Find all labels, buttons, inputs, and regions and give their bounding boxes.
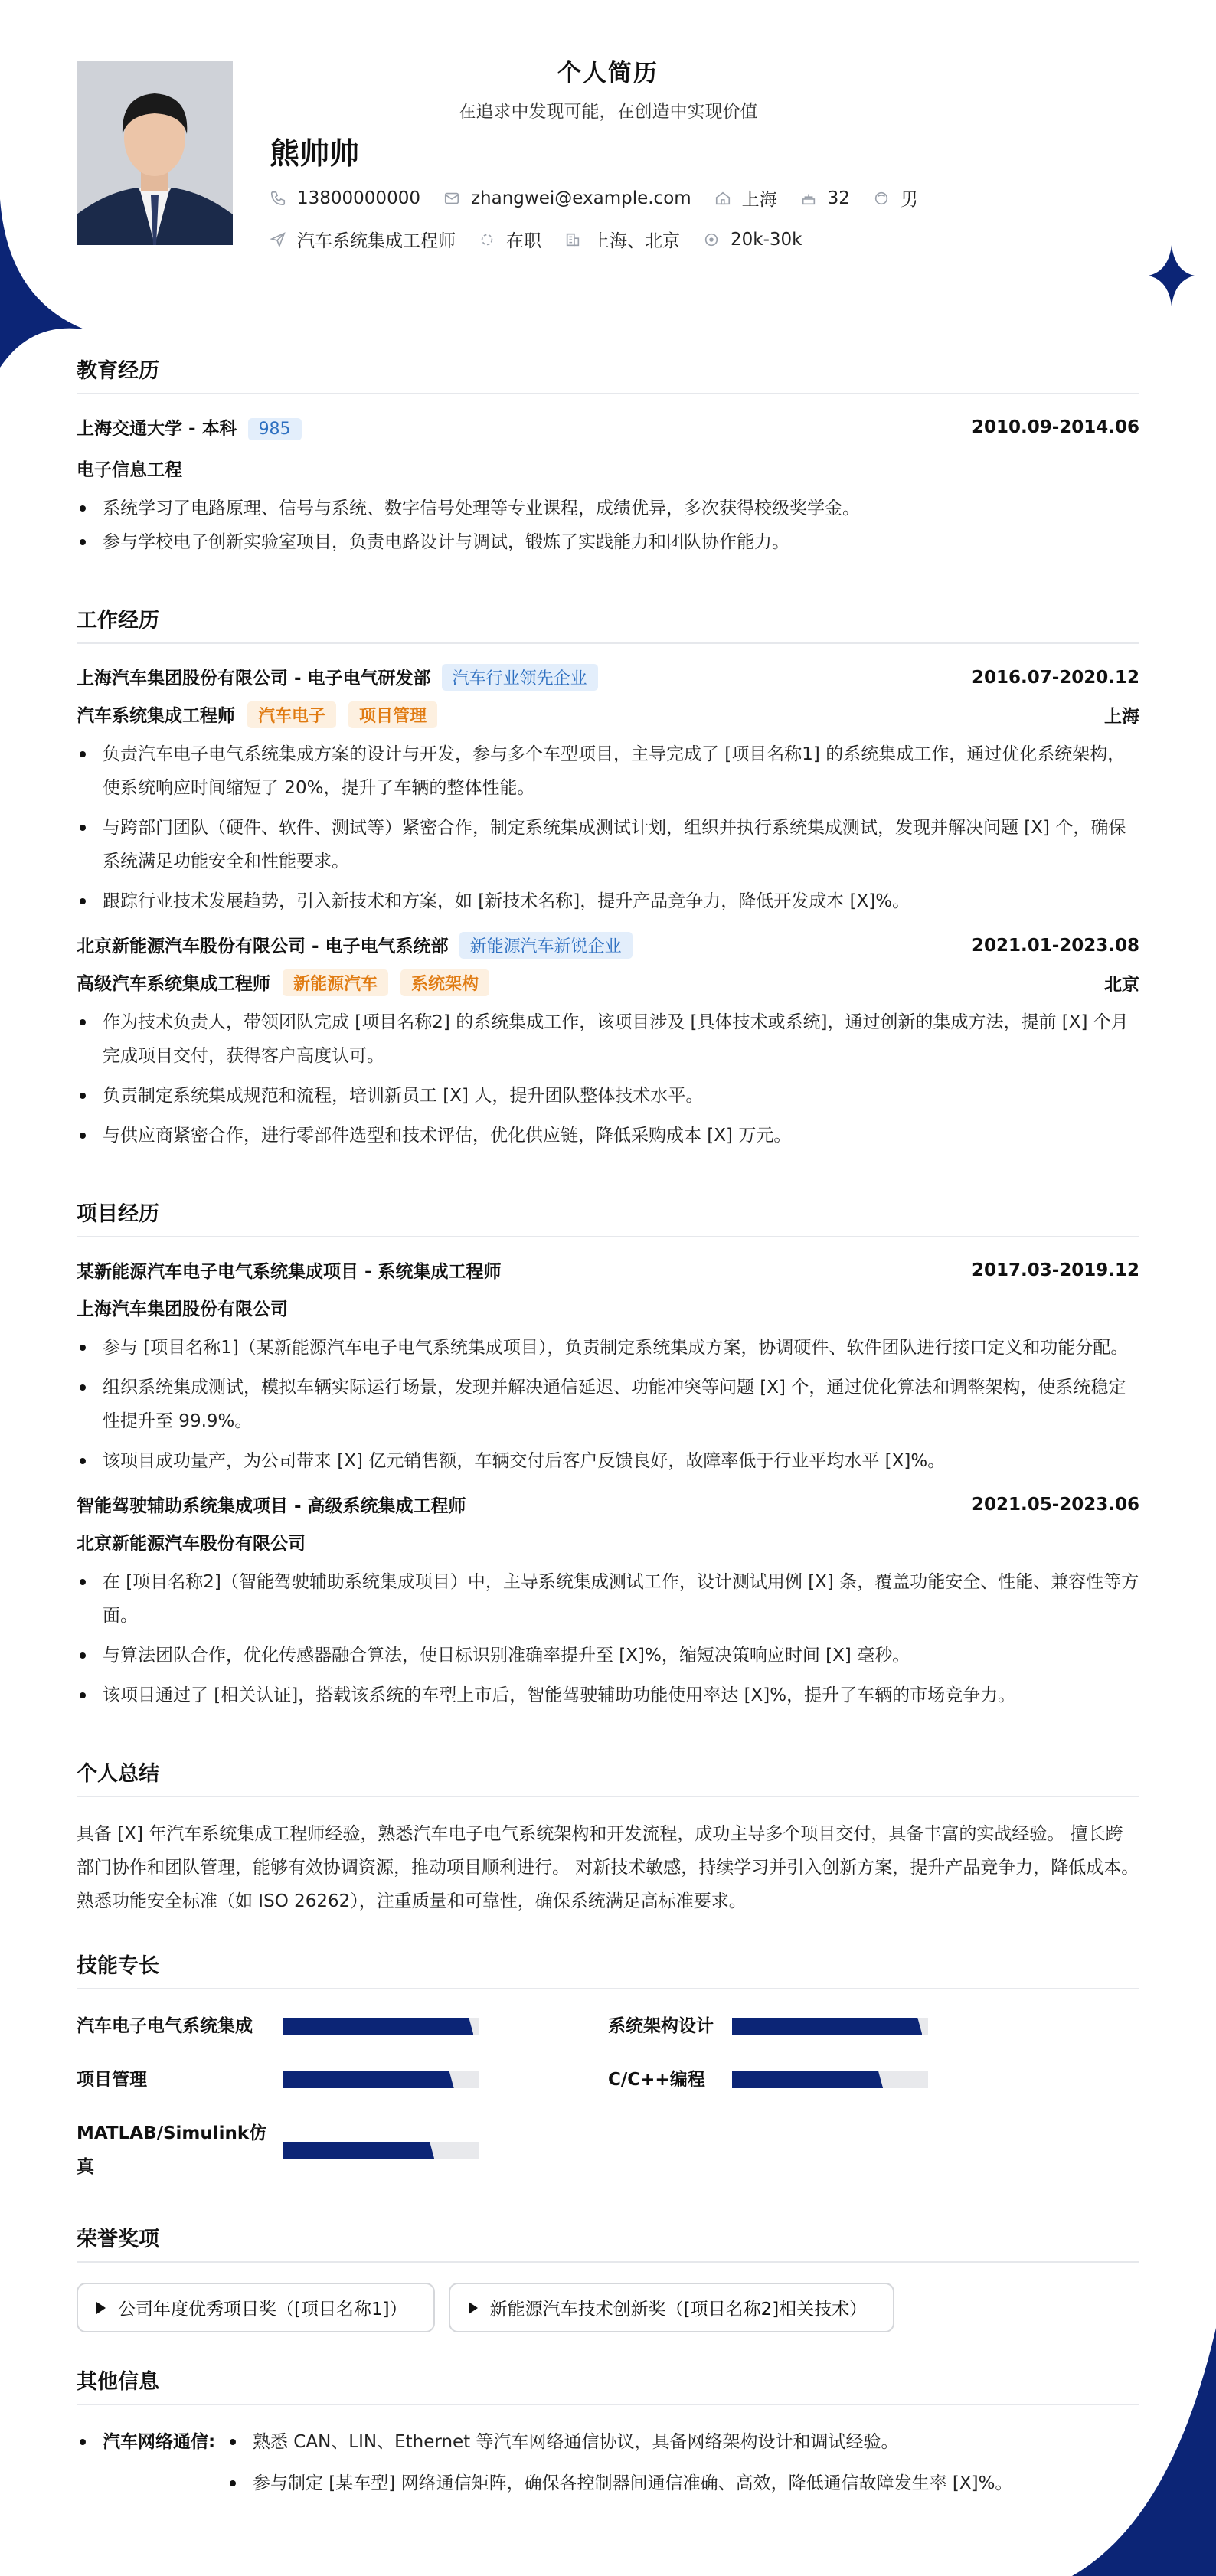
skill-bar <box>283 2142 479 2159</box>
skill-bar-fill <box>283 2142 434 2159</box>
job-company <box>77 664 598 691</box>
job-role <box>77 969 489 996</box>
list-item: 系统学习了电路原理、信号与系统、数字信号处理等专业课程，成绩优异，多次获得校级奖学金。 <box>77 492 1139 525</box>
gender-text: 男 <box>900 190 918 210</box>
project-bullets <box>77 1565 1139 1712</box>
job-date: 2021.01-2023.08 <box>971 935 1139 956</box>
project-date: 2021.05-2023.06 <box>971 1494 1139 1515</box>
building-icon <box>564 231 581 248</box>
resume-subtitle: 在追求中发现可能，在创造中实现价值 <box>458 102 758 122</box>
profile-photo <box>77 61 233 245</box>
home-icon <box>714 190 731 207</box>
award-name: 公司年度优秀项目奖（[项目名称1]） <box>118 2300 407 2319</box>
email-item <box>443 188 691 208</box>
gender-icon <box>873 190 890 207</box>
phone-icon <box>270 190 286 207</box>
school-heading <box>77 414 302 440</box>
job-info-row <box>270 227 825 252</box>
phone-text: 13800000000 <box>297 188 420 208</box>
skill-bar-fill <box>732 2018 922 2035</box>
list-item: 在 [项目名称2]（智能驾驶辅助系统集成项目）中，主导系统集成测试工作，设计测试用例 [X] 条，覆盖功能安全、性能、兼容性等方面。 <box>77 1565 1139 1633</box>
list-item: 参与制定 [某车型] 网络通信矩阵，确保各控制器间通信准确、高效，降低通信故障发生率 [X]%。 <box>227 2466 1139 2500</box>
school-tag: 985 <box>248 418 302 440</box>
candidate-name: 熊帅帅 <box>270 137 360 172</box>
education-title: 教育经历 <box>77 354 1139 394</box>
play-triangle-icon <box>469 2302 478 2314</box>
education-bullets <box>77 492 1139 559</box>
list-item: 参与 [项目名称1]（某新能源汽车电子电气系统集成项目），负责制定系统集成方案，协调硬件、软件团队进行接口定义和功能分配。 <box>77 1331 1139 1365</box>
mail-icon <box>443 190 460 207</box>
skill-item <box>77 2117 608 2184</box>
other-row <box>77 2425 1139 2500</box>
project-name: 智能驾驶辅助系统集成项目 - 高级系统集成工程师 <box>77 1496 466 1516</box>
job-company <box>77 932 633 959</box>
awards-title: 荣誉奖项 <box>77 2222 1139 2263</box>
company-name: 北京新能源汽车股份有限公司 - 电子电气系统部 <box>77 937 449 956</box>
phone-item <box>270 188 420 208</box>
role-name: 汽车系统集成工程师 <box>77 706 235 726</box>
job-location: 北京 <box>1104 975 1139 995</box>
age-icon <box>800 190 817 207</box>
skills-title: 技能专长 <box>77 1949 1139 1989</box>
company-name: 上海汽车集团股份有限公司 - 电子电气研发部 <box>77 669 431 688</box>
project-entry <box>77 1257 1139 1478</box>
major-name: 电子信息工程 <box>77 460 182 480</box>
other-bullets <box>227 2425 1139 2500</box>
company-tag: 汽车行业领先企业 <box>442 664 598 691</box>
target-position-text: 汽车系统集成工程师 <box>297 231 456 251</box>
salary-icon <box>703 231 720 248</box>
list-item: 跟踪行业技术发展趋势，引入新技术和方案，如 [新技术名称]，提升产品竞争力，降低开发成本 [X]%。 <box>77 884 1139 918</box>
skill-item <box>77 2009 608 2043</box>
other-section <box>77 2365 1139 2500</box>
projects-section <box>77 1197 1139 1712</box>
work-title: 工作经历 <box>77 603 1139 644</box>
skill-tag: 项目管理 <box>348 701 437 728</box>
skill-tag: 汽车电子 <box>247 701 336 728</box>
work-section <box>77 603 1139 1152</box>
skill-name: 系统架构设计 <box>608 2016 714 2036</box>
skill-tag: 系统架构 <box>400 969 489 996</box>
project-entry <box>77 1492 1139 1712</box>
awards-section <box>77 2222 1139 2332</box>
list-item: 参与学校电子创新实验室项目，负责电路设计与调试，锻炼了实践能力和团队协作能力。 <box>77 525 1139 559</box>
target-city-item <box>564 227 680 252</box>
skills-section <box>77 1949 1139 2184</box>
skill-name: MATLAB/Simulink仿真 <box>77 2123 267 2177</box>
summary-text: 具备 [X] 年汽车系统集成工程师经验，熟悉汽车电子电气系统架构和开发流程，成功主导多个项目交付，具备丰富的实战经验。 擅长跨部门协作和团队管理，能够有效协调资源，推动项目顺利进行。 对新技术敏感，持续学习并引入创新方案，提升产品竞争力，降低成本。 熟悉功能安全标准（如 ISO 26262），注重质量和可靠性，确保系统满足高标准要求。 <box>77 1824 1139 1911</box>
gender-item <box>873 185 918 211</box>
skills-grid <box>77 2009 1139 2184</box>
target-city-text: 上海、北京 <box>592 231 680 251</box>
summary-title: 个人总结 <box>77 1757 1139 1797</box>
award-item <box>449 2283 895 2332</box>
list-item: 与跨部门团队（硬件、软件、测试等）紧密合作，制定系统集成测试计划，组织并执行系统集成测试，发现并解决问题 [X] 个，确保系统满足功能安全和性能要求。 <box>77 811 1139 878</box>
skill-name: 汽车电子电气系统集成 <box>77 2016 253 2036</box>
skill-bar <box>283 2071 479 2088</box>
list-item: 该项目成功量产，为公司带来 [X] 亿元销售额，车辆交付后客户反馈良好，故障率低于行业平均水平 [X]%。 <box>77 1444 1139 1478</box>
list-item: 负责制定系统集成规范和流程，培训新员工 [X] 人，提升团队整体技术水平。 <box>77 1079 1139 1113</box>
job-bullets <box>77 737 1139 918</box>
list-item: 组织系统集成测试，模拟车辆实际运行场景，发现并解决通信延迟、功能冲突等问题 [X] 个，通过优化算法和调整架构，使系统稳定性提升至 99.9%。 <box>77 1371 1139 1438</box>
skill-name: 项目管理 <box>77 2070 147 2090</box>
age-text: 32 <box>827 188 850 208</box>
list-item: 与算法团队合作，优化传感器融合算法，使目标识别准确率提升至 [X]%，缩短决策响应时间 [X] 毫秒。 <box>77 1639 1139 1672</box>
company-tag: 新能源汽车新锐企业 <box>459 932 633 959</box>
resume-header <box>77 54 1139 283</box>
skill-bar <box>732 2071 928 2088</box>
contact-info-row <box>270 185 941 211</box>
list-item: 熟悉 CAN、LIN、Ethernet 等汽车网络通信协议，具备网络架构设计和调试经验。 <box>227 2425 1139 2459</box>
skill-bar-fill <box>732 2071 883 2088</box>
job-bullets <box>77 1005 1139 1152</box>
sparkle-star-icon <box>1149 245 1195 306</box>
project-company: 北京新能源汽车股份有限公司 <box>77 1534 306 1554</box>
skill-name: C/C++编程 <box>608 2070 705 2090</box>
skill-item <box>77 2063 608 2097</box>
project-company: 上海汽车集团股份有限公司 <box>77 1299 288 1319</box>
awards-list <box>77 2283 1139 2332</box>
target-position-item <box>270 227 456 252</box>
summary-section <box>77 1757 1139 1918</box>
role-name: 高级汽车系统集成工程师 <box>77 974 270 994</box>
job-status-text: 在职 <box>506 231 541 251</box>
city-item <box>714 185 777 211</box>
salary-item <box>703 230 802 250</box>
skill-bar-fill <box>283 2018 473 2035</box>
skill-tag: 新能源汽车 <box>283 969 388 996</box>
send-icon <box>270 231 286 248</box>
list-item: 该项目通过了 [相关认证]，搭载该系统的车型上市后，智能驾驶辅助功能使用率达 [X]%，提升了车辆的市场竞争力。 <box>77 1679 1139 1712</box>
job-entry <box>77 932 1139 1152</box>
status-icon <box>479 231 495 248</box>
resume-page <box>77 54 1139 2500</box>
list-item: 与供应商紧密合作，进行零部件选型和技术评估，优化供应链，降低采购成本 [X] 万元。 <box>77 1119 1139 1152</box>
resume-title: 个人简历 <box>557 60 659 87</box>
project-date: 2017.03-2019.12 <box>971 1260 1139 1280</box>
job-entry <box>77 664 1139 918</box>
skill-bar <box>732 2018 928 2035</box>
play-triangle-icon <box>96 2302 106 2314</box>
job-location: 上海 <box>1104 707 1139 727</box>
skill-item <box>608 2009 1139 2043</box>
job-status-item <box>479 227 541 252</box>
age-item <box>800 188 850 208</box>
list-item: 作为技术负责人，带领团队完成 [项目名称2] 的系统集成工作，该项目涉及 [具体技术或系统]，通过创新的集成方法，提前 [X] 个月完成项目交付，获得客户高度认可。 <box>77 1005 1139 1073</box>
skill-item <box>608 2063 1139 2097</box>
job-role <box>77 701 437 728</box>
school-name: 上海交通大学 - 本科 <box>77 419 237 439</box>
award-name: 新能源汽车技术创新奖（[项目名称2]相关技术） <box>489 2300 868 2319</box>
list-item: 负责汽车电子电气系统集成方案的设计与开发，参与多个车型项目，主导完成了 [项目名称1] 的系统集成工作，通过优化系统架构，使系统响应时间缩短了 20%，提升了车辆的整体性能。 <box>77 737 1139 805</box>
project-bullets <box>77 1331 1139 1478</box>
other-title: 其他信息 <box>77 2365 1139 2405</box>
project-name: 某新能源汽车电子电气系统集成项目 - 系统集成工程师 <box>77 1262 502 1282</box>
other-label: 汽车网络通信: <box>77 2425 227 2500</box>
city-text: 上海 <box>741 190 777 210</box>
education-section <box>77 354 1139 559</box>
projects-title: 项目经历 <box>77 1197 1139 1237</box>
skill-bar <box>283 2018 479 2035</box>
skill-bar-fill <box>283 2071 454 2088</box>
award-item <box>77 2283 435 2332</box>
education-date: 2010.09-2014.06 <box>971 417 1139 437</box>
job-date: 2016.07-2020.12 <box>971 667 1139 688</box>
email-text: zhangwei@example.com <box>470 188 691 208</box>
salary-text: 20k-30k <box>731 229 802 250</box>
